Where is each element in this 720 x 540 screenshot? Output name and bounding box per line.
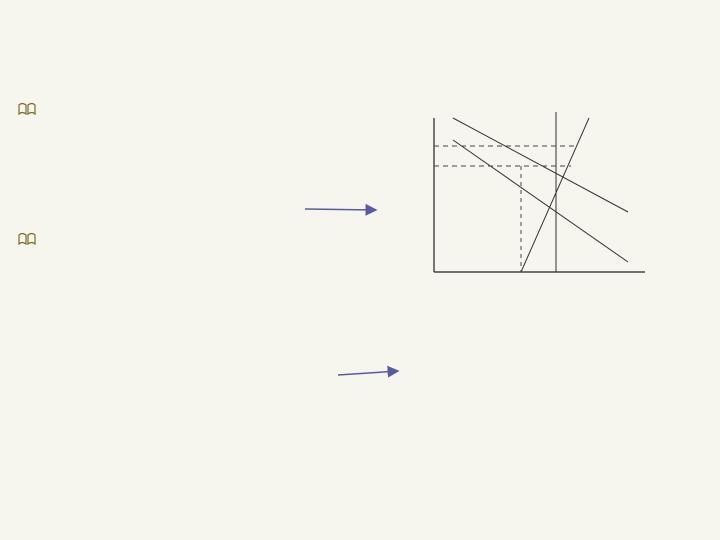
bottom-decor-band bbox=[0, 528, 720, 540]
legend-symbols bbox=[409, 360, 413, 382]
money-arrow bbox=[338, 371, 398, 375]
demand-curve-d2 bbox=[453, 140, 628, 262]
demand-curve-d1 bbox=[453, 118, 628, 212]
labor-arrow bbox=[305, 209, 376, 210]
legend-symbol-row bbox=[409, 360, 413, 382]
